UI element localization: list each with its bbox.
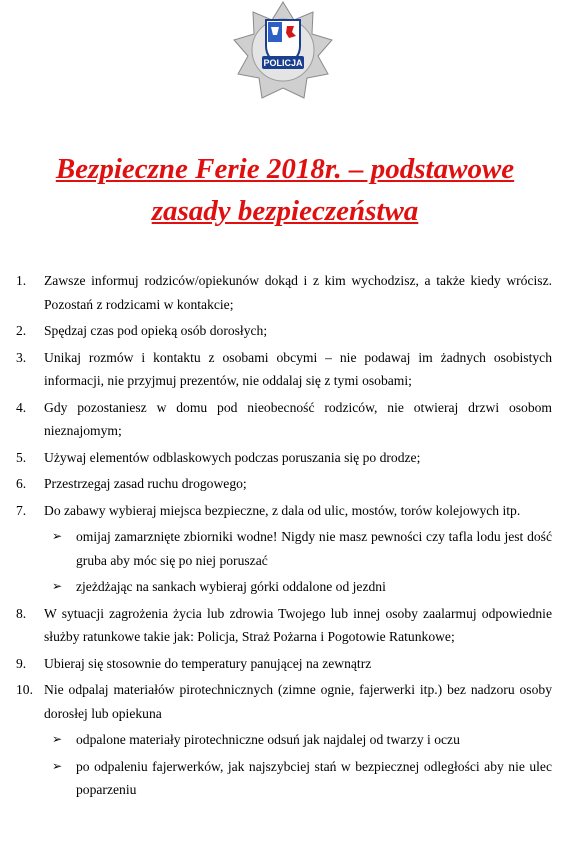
list-item — [16, 652, 552, 676]
list-item-number: 4. — [16, 399, 27, 415]
title-line-1: Bezpieczne Ferie 2018r. – podstawowe — [55, 153, 515, 185]
badge-label: POLICJA — [263, 58, 303, 68]
list-item-text: Unikaj rozmów i kontaktu z osobami obcymi – nie podawaj im żadnych osobistych informacji, nie przyjmuj prezentów, nie oddalaj się z tymi osobami; — [44, 349, 552, 388]
list-item — [16, 319, 552, 343]
sub-list-item-text: po odpaleniu fajerwerków, jak najszybciej stań w bezpiecznej odległości aby nie ulec poparzeniu — [76, 758, 552, 797]
list-item-text: Ubieraj się stosownie do temperatury panującej na zewnątrz — [44, 655, 372, 671]
sub-list-item — [16, 755, 552, 802]
list-item-number: 3. — [16, 349, 27, 365]
list-item-text: Gdy pozostaniesz w domu pod nieobecność rodziców, nie otwieraj drzwi osobom nieznajomym; — [44, 399, 552, 438]
sub-list-item-text: omijaj zamarznięte zbiorniki wodne! Nigdy nie masz pewności czy tafla lodu jest dość gruba aby móc się po niej poruszać — [76, 529, 552, 568]
page-title — [0, 148, 570, 232]
sub-list-item-text: odpalone materiały pirotechniczne odsuń jak najdalej od twarzy i oczu — [76, 732, 460, 747]
sub-list-item — [16, 728, 552, 752]
list-item-number: 5. — [16, 449, 27, 465]
list-item — [16, 346, 552, 393]
list-item-text: Przestrzegaj zasad ruchu drogowego; — [44, 476, 247, 491]
list-item-text: Spędzaj czas pod opieką osób dorosłych; — [44, 323, 268, 338]
list-item-text: W sytuacji zagrożenia życia lub zdrowia Twojego lub innej osoby zaalarmuj odpowiednie służby ratunkowe takie jak: Policja, Straż Pożarna i Pogotowie Ratunkowe; — [44, 605, 552, 644]
list-item-text: Nie odpalaj materiałów pirotechnicznych (zimne ognie, fajerwerki itp.) bez nadzoru osoby dorosłej lub opiekuna — [44, 682, 552, 721]
list-item-text: Do zabawy wybieraj miejsca bezpieczne, z dala od ulic, mostów, torów kolejowych itp. — [44, 502, 521, 518]
sub-list-item — [16, 525, 552, 572]
arrow-bullet-icon: ➢ — [52, 529, 63, 543]
title-line-2: zasady bezpieczeństwa — [151, 195, 419, 227]
safety-rules-list — [16, 269, 552, 805]
list-item — [16, 396, 552, 443]
list-item-number: 7. — [16, 502, 27, 518]
list-item-number: 10. — [16, 682, 33, 697]
arrow-bullet-icon: ➢ — [52, 758, 63, 773]
list-item-number: 1. — [16, 273, 27, 288]
sub-list-item-text: zjeżdżając na sankach wybieraj górki oddalone od jezdni — [76, 579, 386, 594]
list-item — [16, 499, 552, 523]
list-item-number: 9. — [16, 655, 27, 671]
police-star-badge-logo — [228, 0, 338, 100]
arrow-bullet-icon: ➢ — [52, 579, 63, 593]
list-item-number: 2. — [16, 323, 27, 338]
list-item-text: Używaj elementów odblaskowych podczas poruszania się po drodze; — [44, 449, 421, 465]
list-item — [16, 678, 552, 725]
list-item-text: Zawsze informuj rodziców/opiekunów dokąd i z kim wychodzisz, a także kiedy wrócisz. Pozostań z rodzicami w kontakcie; — [44, 273, 552, 312]
list-item — [16, 446, 552, 470]
list-item-number: 8. — [16, 605, 27, 621]
list-item-number: 6. — [16, 476, 27, 491]
sub-list-item — [16, 575, 552, 599]
list-item — [16, 472, 552, 496]
arrow-bullet-icon: ➢ — [52, 732, 63, 746]
list-item — [16, 269, 552, 316]
list-item — [16, 602, 552, 649]
